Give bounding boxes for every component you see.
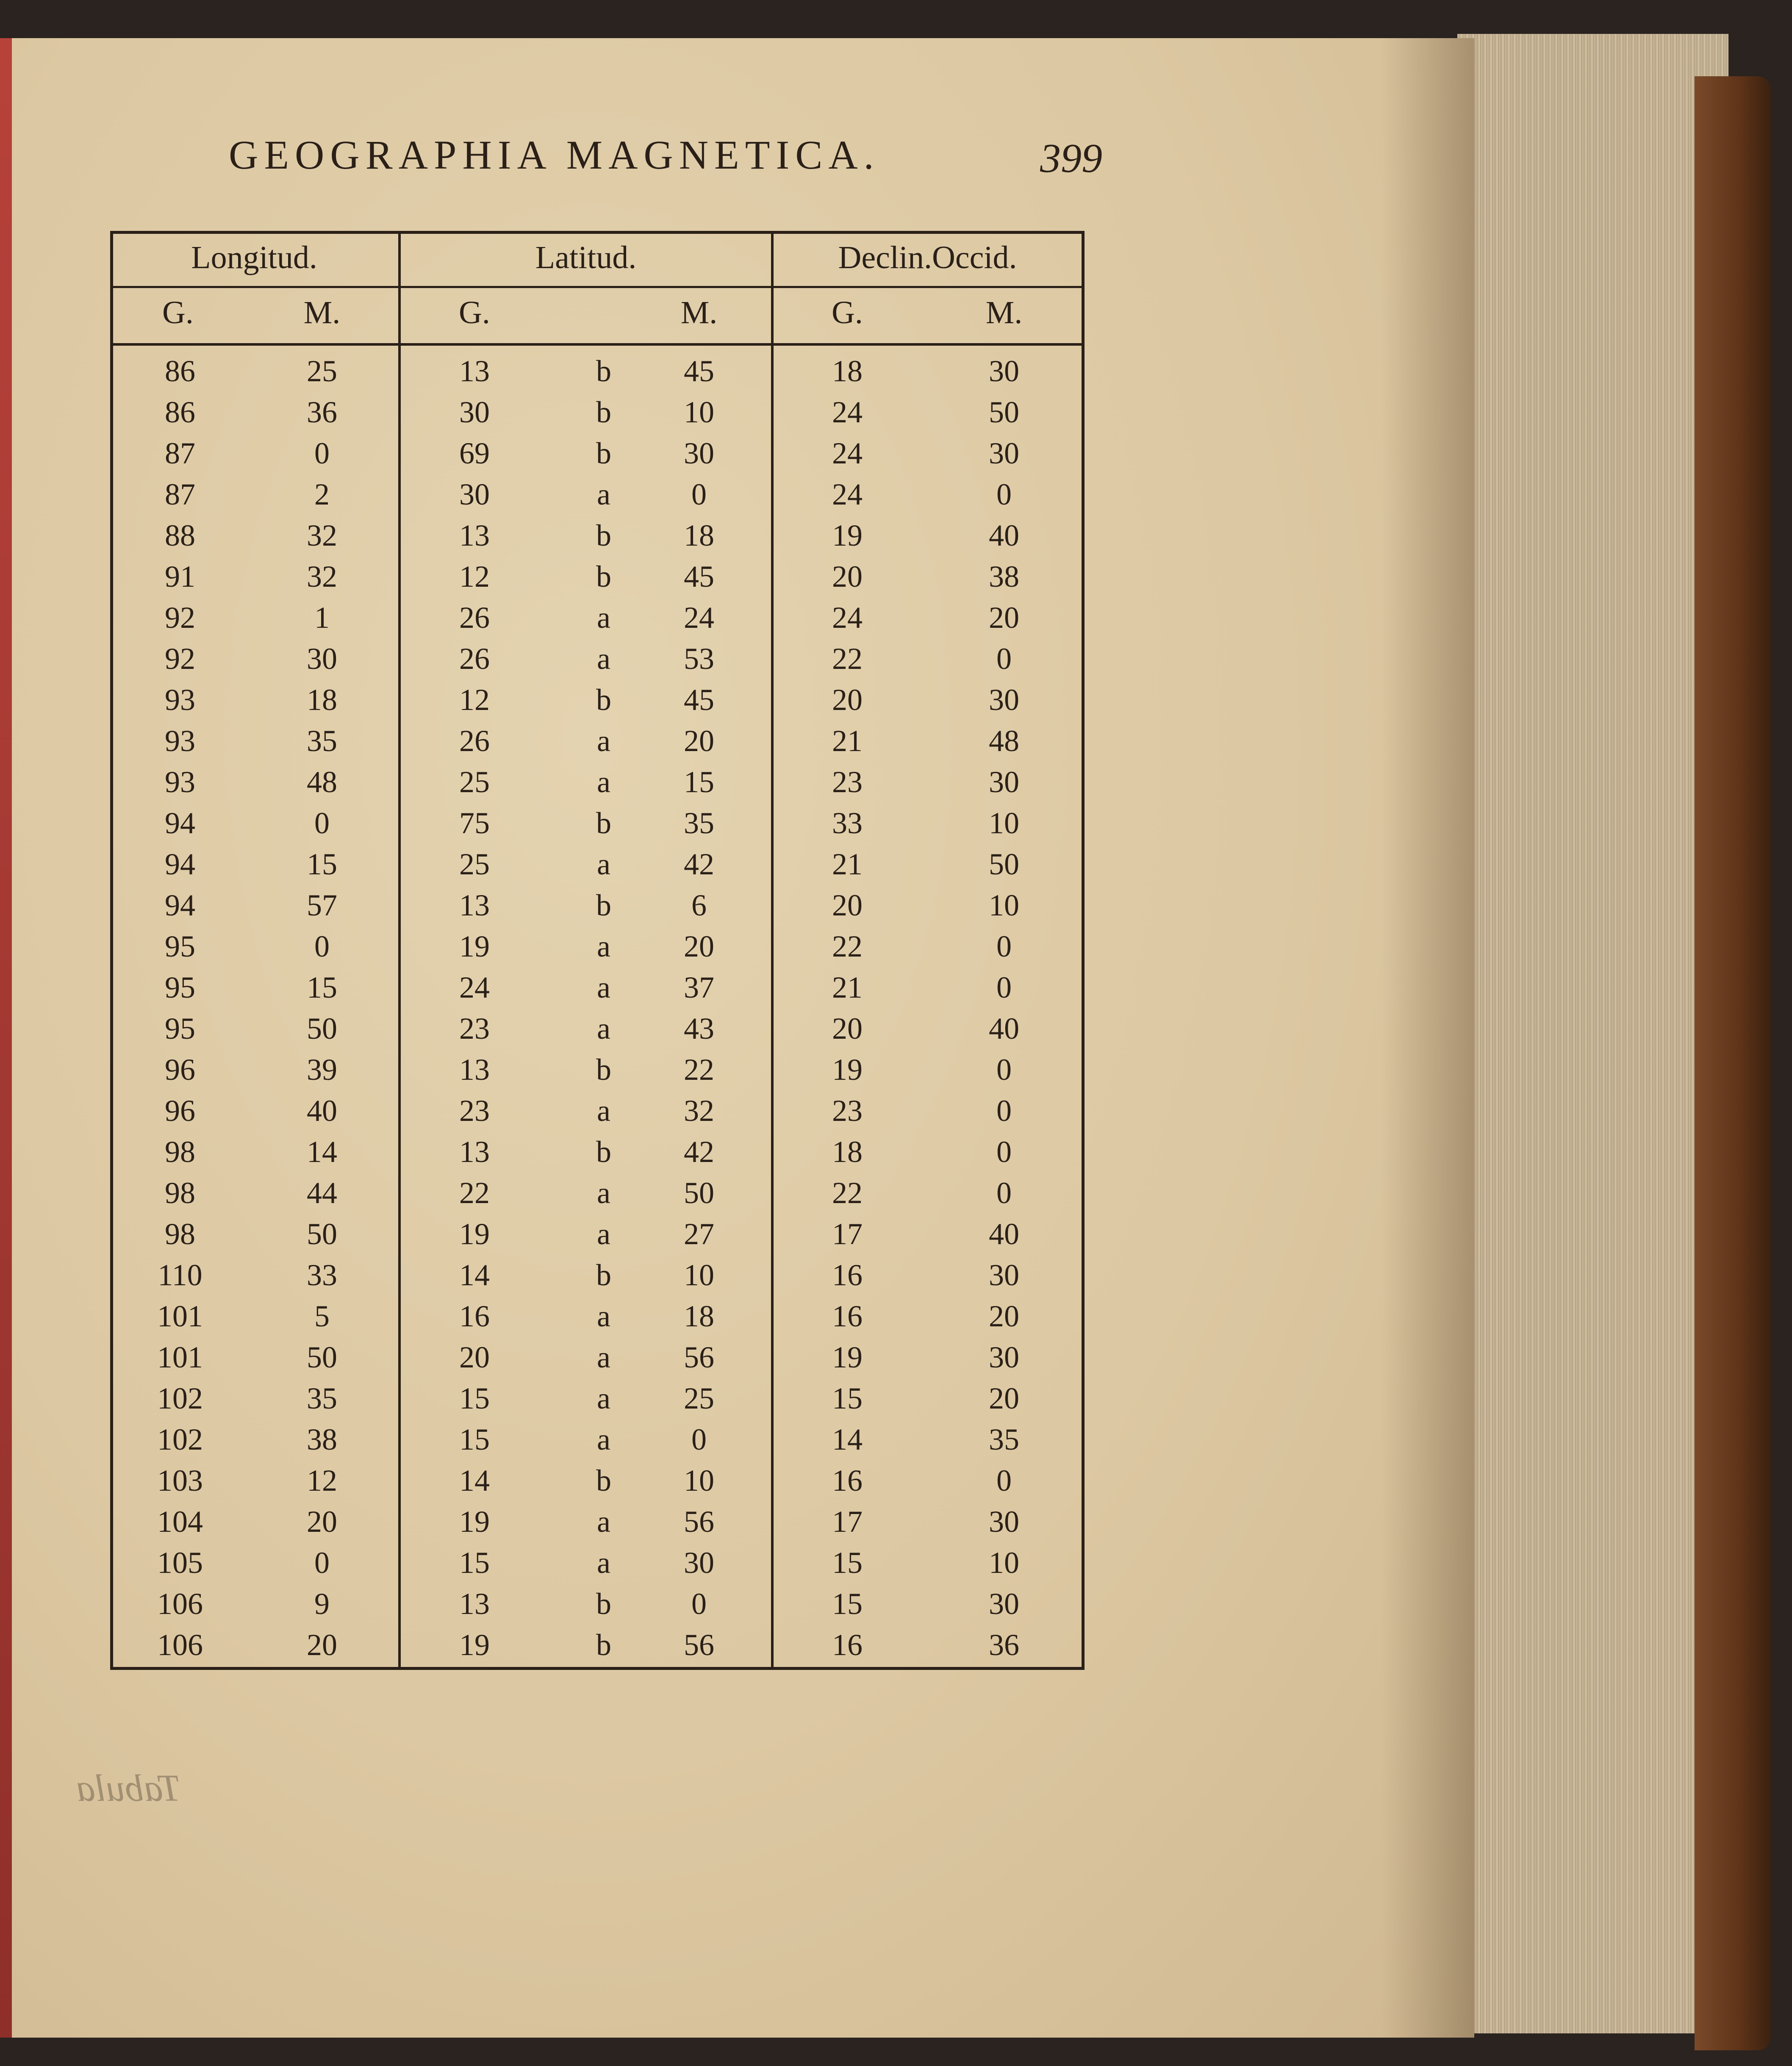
cell-longitude-g: 98 xyxy=(165,1176,195,1210)
cell-declination-g: 15 xyxy=(832,1546,863,1580)
cell-latitude-g: 13 xyxy=(459,1053,490,1087)
declination-table xyxy=(93,231,1093,1671)
cell-latitude-g: 20 xyxy=(459,1340,490,1374)
cell-latitude-m: 45 xyxy=(684,683,714,717)
cell-latitude-m: 42 xyxy=(684,847,714,881)
cell-latitude-hemisphere: b xyxy=(596,436,611,470)
cell-declination-m: 30 xyxy=(989,1587,1019,1621)
cell-longitude-m: 48 xyxy=(307,765,337,799)
cell-latitude-m: 32 xyxy=(684,1094,714,1128)
cell-latitude-hemisphere: b xyxy=(596,395,611,429)
cell-latitude-g: 14 xyxy=(459,1258,490,1292)
cell-longitude-m: 14 xyxy=(307,1135,337,1169)
cell-declination-g: 16 xyxy=(832,1299,863,1333)
cell-declination-m: 0 xyxy=(996,642,1012,676)
cell-declination-g: 15 xyxy=(832,1587,863,1621)
cell-longitude-g: 98 xyxy=(165,1217,195,1251)
cell-longitude-g: 91 xyxy=(165,560,195,593)
cell-declination-m: 10 xyxy=(989,806,1019,840)
cell-declination-g: 16 xyxy=(832,1628,863,1662)
cell-declination-g: 33 xyxy=(832,806,863,840)
gutter-shadow xyxy=(1381,38,1474,2038)
cell-longitude-g: 101 xyxy=(157,1340,203,1374)
cell-declination-m: 30 xyxy=(989,765,1019,799)
cell-latitude-hemisphere: a xyxy=(597,1340,610,1374)
cell-longitude-m: 5 xyxy=(314,1299,330,1333)
cell-latitude-hemisphere: a xyxy=(597,1381,610,1415)
cell-declination-m: 35 xyxy=(989,1423,1019,1456)
page-number: 399 xyxy=(1040,136,1102,181)
cell-latitude-hemisphere: a xyxy=(597,1094,610,1128)
table-bottom-rule xyxy=(110,1667,1085,1670)
cell-declination-m: 0 xyxy=(996,1176,1012,1210)
header-declination: Declin.Occid. xyxy=(838,240,1017,275)
cell-latitude-hemisphere: b xyxy=(596,1628,611,1662)
cell-declination-g: 19 xyxy=(832,519,863,552)
cell-latitude-hemisphere: b xyxy=(596,1135,611,1169)
cell-declination-g: 15 xyxy=(832,1381,863,1415)
header-latitude: Latitud. xyxy=(535,240,637,275)
cell-latitude-hemisphere: a xyxy=(597,765,610,799)
cell-latitude-g: 26 xyxy=(459,642,490,676)
cell-declination-m: 10 xyxy=(989,1546,1019,1580)
cell-latitude-hemisphere: a xyxy=(597,1217,610,1251)
cell-longitude-g: 88 xyxy=(165,519,195,552)
cell-declination-m: 30 xyxy=(989,1258,1019,1292)
cell-latitude-g: 15 xyxy=(459,1381,490,1415)
cell-declination-m: 0 xyxy=(996,929,1012,963)
cell-latitude-g: 22 xyxy=(459,1176,490,1210)
cell-declination-m: 0 xyxy=(996,1053,1012,1087)
cell-declination-g: 14 xyxy=(832,1423,863,1456)
cell-declination-m: 30 xyxy=(989,683,1019,717)
cell-longitude-g: 87 xyxy=(165,436,195,470)
cell-latitude-g: 25 xyxy=(459,847,490,881)
cell-declination-m: 48 xyxy=(989,724,1019,758)
cell-longitude-g: 94 xyxy=(165,806,195,840)
cell-declination-g: 19 xyxy=(832,1053,863,1087)
cell-declination-m: 20 xyxy=(989,1299,1019,1333)
cell-longitude-g: 93 xyxy=(165,683,195,717)
cell-declination-m: 50 xyxy=(989,395,1019,429)
table-left-rule xyxy=(110,231,113,1670)
cell-longitude-m: 2 xyxy=(314,477,330,511)
table-top-rule xyxy=(110,231,1085,234)
cell-latitude-hemisphere: a xyxy=(597,1012,610,1045)
cell-latitude-g: 13 xyxy=(459,1587,490,1621)
cell-longitude-g: 102 xyxy=(157,1423,203,1456)
header-longitude: Longitud. xyxy=(191,240,317,275)
cell-latitude-m: 10 xyxy=(684,395,714,429)
subheader-longitude-m: M. xyxy=(303,295,341,330)
cell-latitude-m: 56 xyxy=(684,1340,714,1374)
cell-latitude-g: 12 xyxy=(459,683,490,717)
cell-latitude-hemisphere: a xyxy=(597,847,610,881)
cell-latitude-g: 26 xyxy=(459,601,490,635)
cell-declination-g: 22 xyxy=(832,642,863,676)
cell-latitude-hemisphere: b xyxy=(596,354,611,388)
cell-declination-m: 10 xyxy=(989,888,1019,922)
cell-latitude-hemisphere: b xyxy=(596,560,611,593)
cell-longitude-m: 0 xyxy=(314,929,330,963)
table-header-rule xyxy=(110,286,1085,288)
cell-latitude-m: 0 xyxy=(691,477,707,511)
cell-latitude-hemisphere: a xyxy=(597,1176,610,1210)
cell-latitude-g: 14 xyxy=(459,1464,490,1498)
cell-declination-g: 21 xyxy=(832,724,863,758)
cell-latitude-g: 15 xyxy=(459,1546,490,1580)
book-cover-edge xyxy=(1695,76,1771,2050)
cell-declination-g: 22 xyxy=(832,1176,863,1210)
cell-longitude-g: 103 xyxy=(157,1464,203,1498)
cell-latitude-m: 37 xyxy=(684,971,714,1004)
cell-latitude-g: 69 xyxy=(459,436,490,470)
show-through-text: Tabula xyxy=(76,1767,181,1809)
cell-latitude-m: 53 xyxy=(684,642,714,676)
cell-latitude-m: 27 xyxy=(684,1217,714,1251)
cell-declination-m: 40 xyxy=(989,1217,1019,1251)
cell-latitude-hemisphere: b xyxy=(596,683,611,717)
cell-latitude-g: 13 xyxy=(459,354,490,388)
cell-longitude-m: 50 xyxy=(307,1217,337,1251)
cell-latitude-m: 56 xyxy=(684,1505,714,1539)
column-divider-longitude xyxy=(398,231,401,1670)
cell-longitude-m: 25 xyxy=(307,354,337,388)
cell-longitude-m: 32 xyxy=(307,519,337,552)
cell-longitude-m: 20 xyxy=(307,1505,337,1539)
cell-latitude-g: 26 xyxy=(459,724,490,758)
cell-declination-m: 20 xyxy=(989,601,1019,635)
cell-latitude-g: 19 xyxy=(459,1628,490,1662)
cell-longitude-g: 101 xyxy=(157,1299,203,1333)
left-binding-strip xyxy=(0,38,12,2038)
cell-declination-m: 36 xyxy=(989,1628,1019,1662)
cell-longitude-g: 93 xyxy=(165,724,195,758)
cell-longitude-g: 105 xyxy=(157,1546,203,1580)
cell-latitude-hemisphere: a xyxy=(597,477,610,511)
cell-declination-m: 38 xyxy=(989,560,1019,593)
cell-declination-g: 16 xyxy=(832,1464,863,1498)
cell-longitude-m: 33 xyxy=(307,1258,337,1292)
cell-latitude-hemisphere: b xyxy=(596,888,611,922)
cell-longitude-m: 18 xyxy=(307,683,337,717)
cell-longitude-m: 40 xyxy=(307,1094,337,1128)
cell-latitude-hemisphere: a xyxy=(597,1423,610,1456)
cell-latitude-g: 75 xyxy=(459,806,490,840)
cell-longitude-g: 86 xyxy=(165,395,195,429)
cell-declination-g: 17 xyxy=(832,1217,863,1251)
cell-latitude-m: 35 xyxy=(684,806,714,840)
cell-latitude-m: 15 xyxy=(684,765,714,799)
cell-declination-g: 20 xyxy=(832,683,863,717)
cell-longitude-g: 92 xyxy=(165,601,195,635)
cell-latitude-hemisphere: b xyxy=(596,1464,611,1498)
cell-longitude-g: 95 xyxy=(165,929,195,963)
cell-longitude-g: 93 xyxy=(165,765,195,799)
cell-declination-g: 24 xyxy=(832,601,863,635)
cell-latitude-hemisphere: a xyxy=(597,971,610,1004)
cell-latitude-hemisphere: b xyxy=(596,1258,611,1292)
cell-declination-g: 24 xyxy=(832,395,863,429)
cell-latitude-hemisphere: a xyxy=(597,1546,610,1580)
cell-declination-g: 21 xyxy=(832,971,863,1004)
cell-latitude-hemisphere: a xyxy=(597,642,610,676)
cell-declination-g: 17 xyxy=(832,1505,863,1539)
cell-latitude-hemisphere: a xyxy=(597,601,610,635)
cell-latitude-m: 25 xyxy=(684,1381,714,1415)
cell-longitude-g: 106 xyxy=(157,1587,203,1621)
cell-longitude-m: 44 xyxy=(307,1176,337,1210)
cell-latitude-g: 19 xyxy=(459,1217,490,1251)
cell-latitude-g: 13 xyxy=(459,519,490,552)
cell-longitude-g: 94 xyxy=(165,888,195,922)
cell-latitude-g: 12 xyxy=(459,560,490,593)
subheader-longitude-g: G. xyxy=(162,295,194,330)
cell-longitude-m: 0 xyxy=(314,1546,330,1580)
cell-latitude-hemisphere: a xyxy=(597,1299,610,1333)
cell-declination-g: 19 xyxy=(832,1340,863,1374)
cell-declination-m: 20 xyxy=(989,1381,1019,1415)
cell-latitude-m: 30 xyxy=(684,436,714,470)
cell-declination-g: 20 xyxy=(832,560,863,593)
page-block-edges xyxy=(1457,34,1728,2033)
cell-longitude-m: 50 xyxy=(307,1340,337,1374)
cell-latitude-m: 24 xyxy=(684,601,714,635)
cell-latitude-m: 30 xyxy=(684,1546,714,1580)
cell-latitude-g: 16 xyxy=(459,1299,490,1333)
cell-longitude-m: 39 xyxy=(307,1053,337,1087)
cell-latitude-m: 6 xyxy=(691,888,707,922)
cell-declination-g: 24 xyxy=(832,436,863,470)
cell-longitude-m: 1 xyxy=(314,601,330,635)
cell-declination-g: 21 xyxy=(832,847,863,881)
table-subheader-rule xyxy=(110,343,1085,346)
cell-latitude-m: 20 xyxy=(684,929,714,963)
cell-latitude-g: 13 xyxy=(459,1135,490,1169)
cell-longitude-g: 110 xyxy=(158,1258,203,1292)
cell-declination-m: 0 xyxy=(996,1464,1012,1498)
subheader-latitude-m: M. xyxy=(680,295,718,330)
running-head: GEOGRAPHIA MAGNETICA. xyxy=(229,132,880,177)
cell-declination-g: 20 xyxy=(832,888,863,922)
cell-latitude-g: 19 xyxy=(459,929,490,963)
subheader-declination-g: G. xyxy=(832,295,863,330)
cell-longitude-g: 96 xyxy=(165,1053,195,1087)
cell-longitude-m: 57 xyxy=(307,888,337,922)
cell-longitude-m: 0 xyxy=(314,436,330,470)
cell-declination-m: 40 xyxy=(989,1012,1019,1045)
cell-longitude-g: 96 xyxy=(165,1094,195,1128)
cell-longitude-g: 98 xyxy=(165,1135,195,1169)
cell-longitude-m: 36 xyxy=(307,395,337,429)
cell-latitude-m: 42 xyxy=(684,1135,714,1169)
cell-declination-m: 50 xyxy=(989,847,1019,881)
cell-declination-g: 23 xyxy=(832,765,863,799)
cell-latitude-hemisphere: a xyxy=(597,929,610,963)
cell-latitude-m: 20 xyxy=(684,724,714,758)
cell-latitude-g: 23 xyxy=(459,1094,490,1128)
cell-longitude-g: 104 xyxy=(157,1505,203,1539)
cell-latitude-m: 0 xyxy=(691,1587,707,1621)
cell-latitude-g: 19 xyxy=(459,1505,490,1539)
cell-declination-g: 16 xyxy=(832,1258,863,1292)
cell-longitude-g: 102 xyxy=(157,1381,203,1415)
cell-declination-m: 0 xyxy=(996,971,1012,1004)
cell-latitude-m: 0 xyxy=(691,1423,707,1456)
cell-longitude-m: 35 xyxy=(307,1381,337,1415)
cell-longitude-m: 9 xyxy=(314,1587,330,1621)
cell-latitude-m: 10 xyxy=(684,1258,714,1292)
cell-latitude-g: 30 xyxy=(459,477,490,511)
cell-latitude-m: 18 xyxy=(684,519,714,552)
cell-latitude-hemisphere: b xyxy=(596,519,611,552)
cell-longitude-g: 106 xyxy=(157,1628,203,1662)
cell-longitude-m: 32 xyxy=(307,560,337,593)
cell-declination-m: 0 xyxy=(996,477,1012,511)
cell-declination-g: 23 xyxy=(832,1094,863,1128)
cell-latitude-m: 22 xyxy=(684,1053,714,1087)
cell-longitude-m: 30 xyxy=(307,642,337,676)
cell-longitude-g: 92 xyxy=(165,642,195,676)
cell-longitude-m: 20 xyxy=(307,1628,337,1662)
cell-latitude-g: 25 xyxy=(459,765,490,799)
cell-longitude-m: 15 xyxy=(307,971,337,1004)
cell-latitude-m: 43 xyxy=(684,1012,714,1045)
cell-declination-m: 30 xyxy=(989,436,1019,470)
cell-longitude-m: 35 xyxy=(307,724,337,758)
cell-longitude-g: 87 xyxy=(165,477,195,511)
cell-declination-m: 30 xyxy=(989,1505,1019,1539)
column-divider-latitude xyxy=(771,231,774,1670)
subheader-declination-m: M. xyxy=(985,295,1023,330)
cell-declination-g: 20 xyxy=(832,1012,863,1045)
cell-declination-g: 24 xyxy=(832,477,863,511)
cell-declination-m: 30 xyxy=(989,354,1019,388)
cell-latitude-hemisphere: b xyxy=(596,1053,611,1087)
cell-latitude-hemisphere: a xyxy=(597,724,610,758)
cell-latitude-m: 45 xyxy=(684,560,714,593)
cell-longitude-m: 50 xyxy=(307,1012,337,1045)
cell-longitude-g: 95 xyxy=(165,1012,195,1045)
cell-latitude-g: 30 xyxy=(459,395,490,429)
cell-declination-g: 18 xyxy=(832,354,863,388)
table-right-rule xyxy=(1082,231,1085,1670)
cell-latitude-m: 10 xyxy=(684,1464,714,1498)
cell-declination-g: 22 xyxy=(832,929,863,963)
cell-latitude-g: 13 xyxy=(459,888,490,922)
subheader-latitude-g: G. xyxy=(459,295,490,330)
cell-latitude-hemisphere: b xyxy=(596,1587,611,1621)
cell-latitude-hemisphere: a xyxy=(597,1505,610,1539)
cell-latitude-g: 24 xyxy=(459,971,490,1004)
cell-longitude-g: 94 xyxy=(165,847,195,881)
cell-latitude-hemisphere: b xyxy=(596,806,611,840)
cell-longitude-m: 0 xyxy=(314,806,330,840)
cell-declination-g: 18 xyxy=(832,1135,863,1169)
cell-longitude-m: 15 xyxy=(307,847,337,881)
cell-declination-m: 0 xyxy=(996,1135,1012,1169)
cell-latitude-g: 15 xyxy=(459,1423,490,1456)
cell-latitude-m: 45 xyxy=(684,354,714,388)
cell-latitude-m: 56 xyxy=(684,1628,714,1662)
cell-longitude-m: 12 xyxy=(307,1464,337,1498)
cell-latitude-m: 18 xyxy=(684,1299,714,1333)
cell-declination-m: 40 xyxy=(989,519,1019,552)
cell-longitude-m: 38 xyxy=(307,1423,337,1456)
cell-longitude-g: 95 xyxy=(165,971,195,1004)
cell-declination-m: 0 xyxy=(996,1094,1012,1128)
cell-latitude-m: 50 xyxy=(684,1176,714,1210)
cell-longitude-g: 86 xyxy=(165,354,195,388)
cell-declination-m: 30 xyxy=(989,1340,1019,1374)
cell-latitude-g: 23 xyxy=(459,1012,490,1045)
